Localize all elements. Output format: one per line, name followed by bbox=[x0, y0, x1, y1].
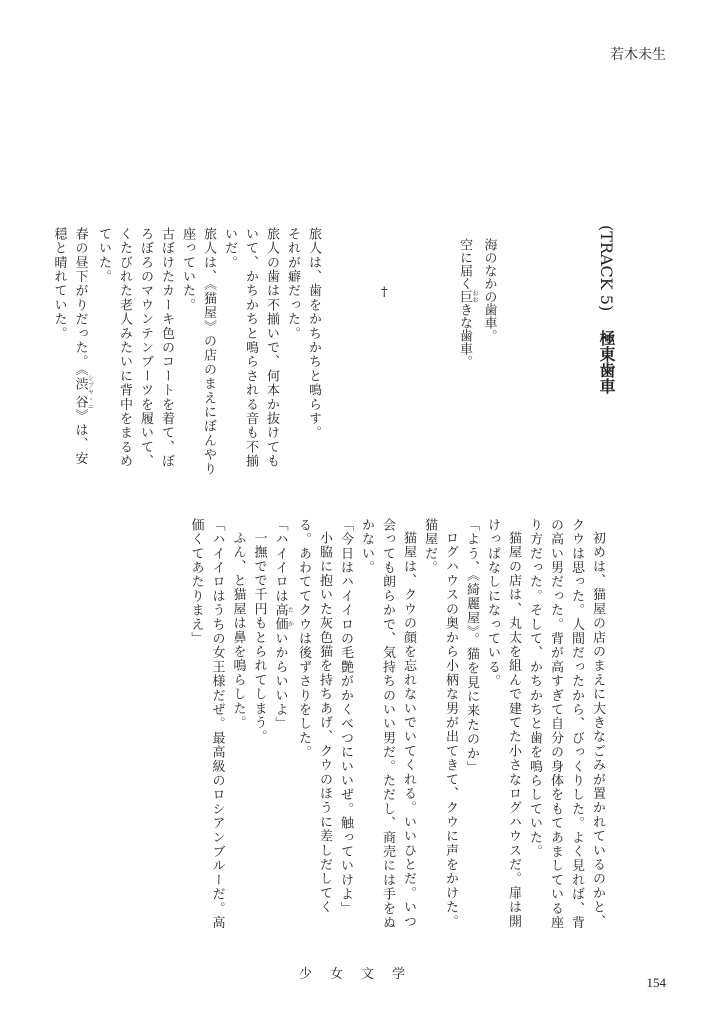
ruby-reading: おお bbox=[471, 290, 478, 303]
text-segment: 春の昼下がりだった。《 bbox=[72, 227, 88, 377]
ruby-reading: たか bbox=[286, 603, 294, 632]
text-line bbox=[303, 227, 324, 479]
text-line bbox=[270, 518, 294, 936]
text-line bbox=[93, 227, 177, 479]
author-name: 若木未生 bbox=[610, 47, 666, 63]
epigraph bbox=[453, 238, 500, 388]
text-line bbox=[282, 227, 303, 479]
text-line bbox=[482, 518, 524, 936]
text-segment: 空に届く bbox=[457, 238, 472, 290]
text-segment: 猫屋の店は、丸太を組んで建てた小さなログハウスだ。扉は開けっぱなしになっている。 bbox=[485, 518, 521, 929]
text-line bbox=[524, 518, 608, 936]
ruby-word bbox=[457, 290, 478, 303]
lower-body-text bbox=[88, 518, 608, 936]
text-segment: 古ぼけたカーキ色のコートを着て、ぼろぼろのマウンテンブーツを履いて、くたびれた老人みたいに背中をまるめていた。 bbox=[96, 227, 174, 469]
text-line bbox=[186, 518, 228, 936]
text-line bbox=[177, 227, 219, 479]
text-line bbox=[356, 518, 419, 936]
text-segment: 「今日はハイイロの毛艶がかくべつにいいぜ。触っていけよ」 bbox=[338, 518, 353, 916]
text-segment: いからいいよ」 bbox=[272, 631, 288, 732]
text-segment: きな歯車。 bbox=[457, 303, 472, 368]
text-segment: 一撫でで千円もとられてしまう。 bbox=[251, 531, 267, 744]
track-label: (TRACK 5) bbox=[597, 225, 616, 312]
magazine-name: 少女文学 bbox=[298, 967, 423, 982]
text-segment: 旅人は、歯をかちかちと鳴らす。 bbox=[306, 227, 321, 440]
dagger-ornament: † bbox=[381, 285, 388, 300]
text-segment: 「よう、《綺麗屋》。猫を見に来たのか」 bbox=[464, 518, 479, 775]
upper-body-text bbox=[51, 227, 324, 479]
text-line bbox=[219, 227, 282, 479]
text-line bbox=[453, 238, 478, 388]
text-segment: 》は、安穏と晴れていた。 bbox=[51, 227, 88, 466]
text-segment: 旅人の歯は不揃いで、何本か抜けてもいて、かちかちと鳴らされる音も不揃いだ。 bbox=[222, 227, 279, 469]
text-segment: 小脇に抱いた灰色猫を持ちあげ、クウのほうに差しだしてくる。あわててクウは後ずさりをした。 bbox=[296, 518, 332, 915]
chapter-title bbox=[593, 225, 619, 394]
text-segment: 海のなかの歯車。 bbox=[481, 238, 497, 342]
ruby-base: 高価 bbox=[272, 603, 288, 632]
text-line bbox=[419, 518, 461, 936]
ruby-reading: シブヤ・ニ bbox=[86, 374, 94, 411]
ruby-base: 巨 bbox=[457, 290, 472, 303]
text-segment: 「ハイイロは bbox=[272, 518, 288, 604]
ruby-word bbox=[72, 374, 94, 411]
text-segment: 旅人は、《猫屋》の店のまえにぼんやり座っていた。 bbox=[180, 227, 216, 477]
text-line bbox=[335, 518, 356, 936]
text-line bbox=[293, 518, 335, 936]
text-segment: 「ハイイロはうちの女王様だぜ。最高級のロシアンブルーだ。高価くてあたりまえ」 bbox=[188, 518, 225, 930]
text-segment: ふん、と猫屋は鼻を鳴らした。 bbox=[230, 531, 246, 730]
text-line bbox=[49, 227, 94, 479]
ruby-base: 渋谷 bbox=[72, 374, 88, 411]
text-line bbox=[228, 518, 249, 936]
title-text: 極東歯車 bbox=[597, 330, 616, 395]
text-segment: 初めは、猫屋の店のまえに大きなごみが置かれているのかと、クウは思った。人間だったから、びっくりした。よく見れば、背の高い男だった。背が高すぎて自分の身体をもてあましている座り方だった。そして、かちかちと歯を鳴らしていた。 bbox=[527, 518, 605, 930]
text-line bbox=[461, 518, 482, 936]
text-segment: ログハウスの奥から小柄な男が出てきて、クウに声をかけた。猫屋だ。 bbox=[422, 518, 458, 929]
text-segment: 猫屋は、クウの顔を忘れないでいてくれる。いいひとだ。いつ会っても朗らかで、気持ちのいい男だ。ただし、商売には手をぬかない。 bbox=[359, 518, 416, 930]
text-line bbox=[249, 518, 270, 936]
ruby-word bbox=[272, 603, 294, 632]
page-number: 154 bbox=[646, 975, 666, 990]
text-line bbox=[478, 238, 500, 388]
text-segment: それが癖だった。 bbox=[285, 227, 300, 341]
